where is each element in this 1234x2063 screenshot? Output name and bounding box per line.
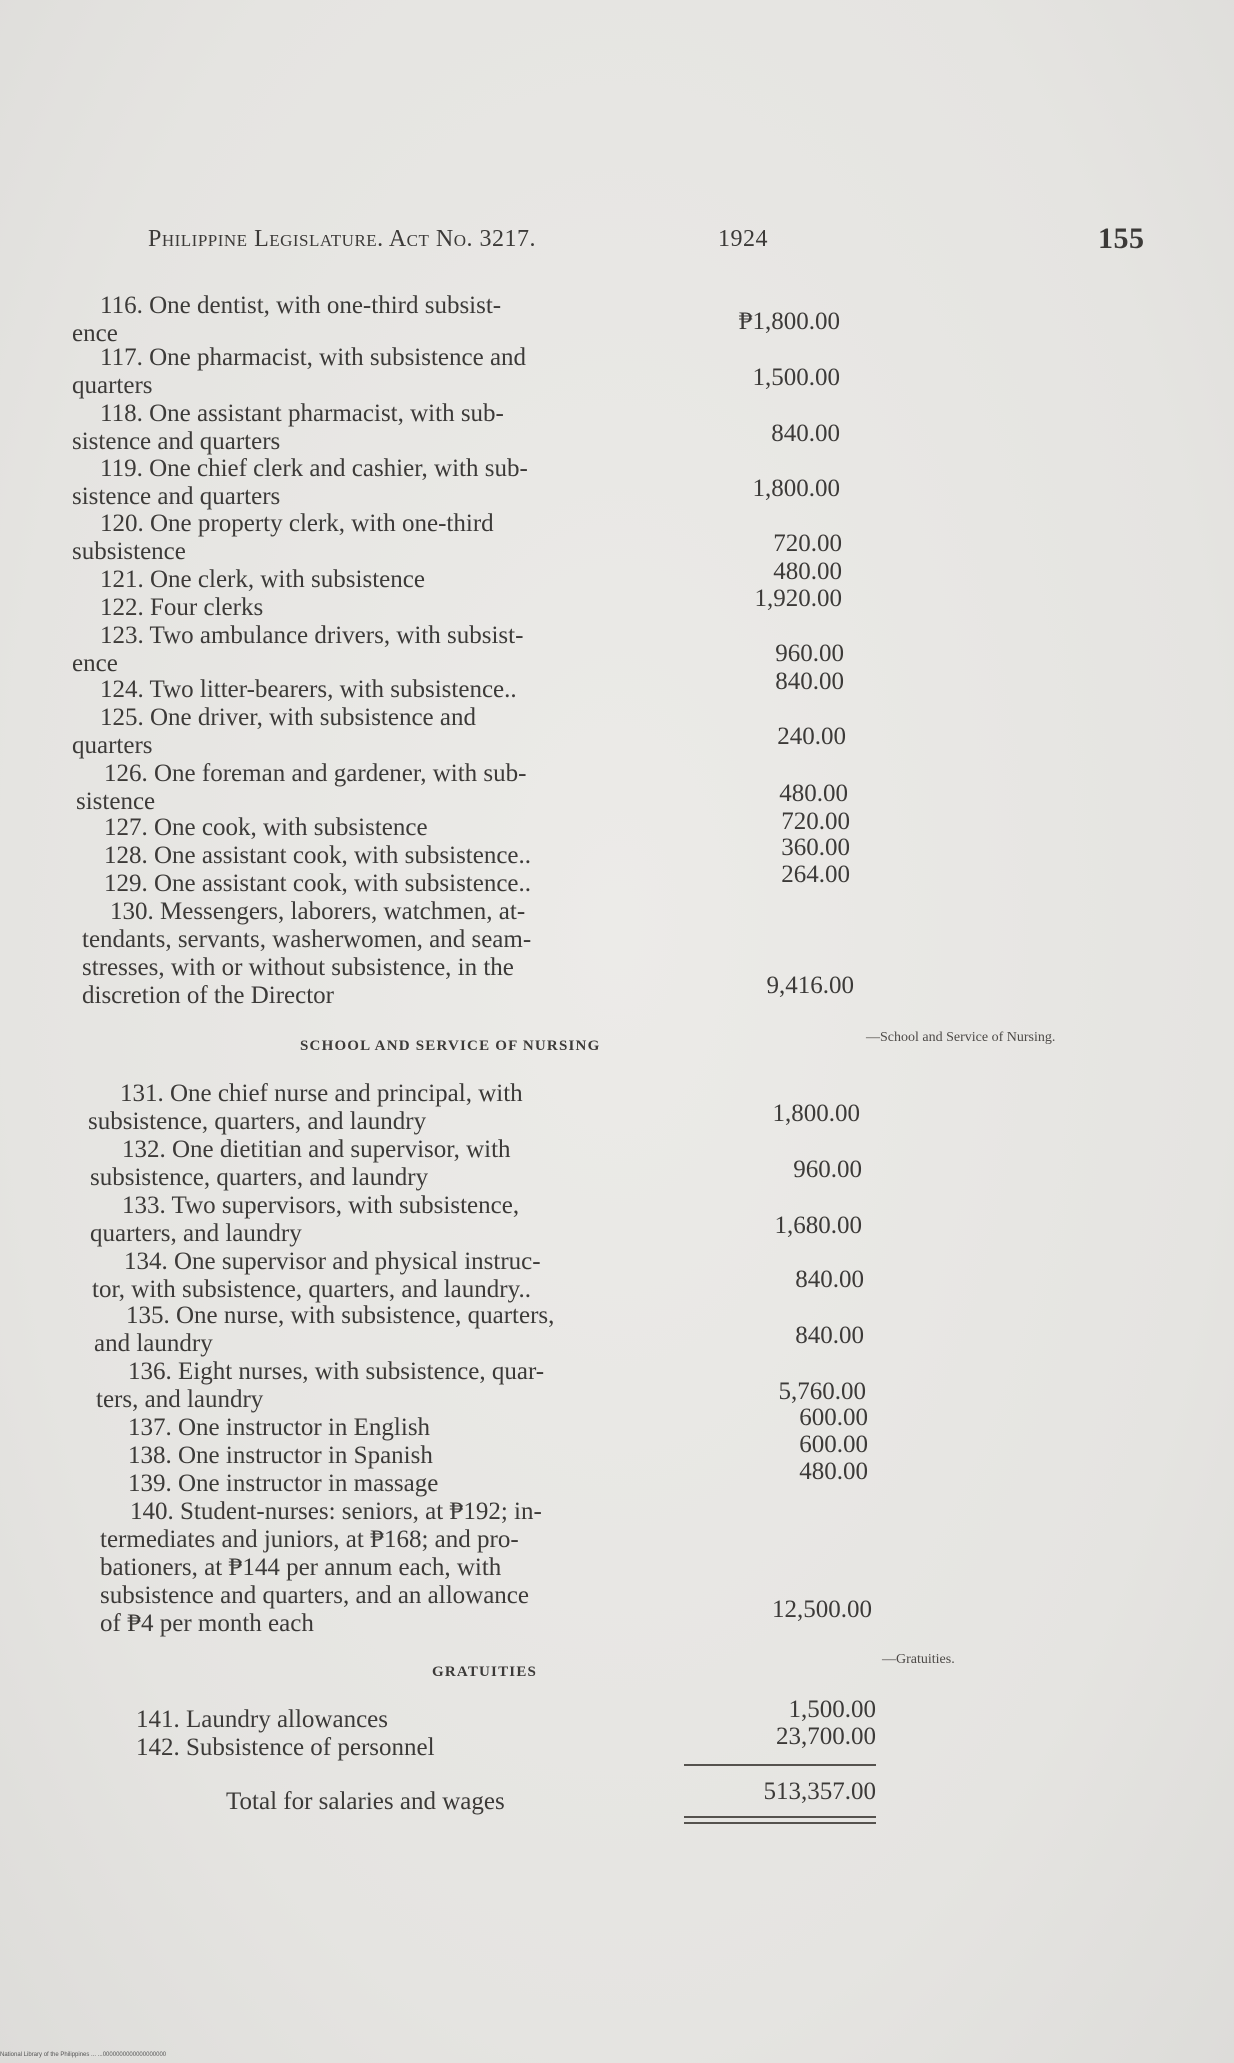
item-122-amount: 1,920.00	[754, 585, 842, 612]
item-136-amount: 5,760.00	[778, 1378, 866, 1405]
item-134	[92, 1248, 697, 1304]
item-136-text: 136. Eight nurses, with subsistence, quar- ters, and laundry	[96, 1358, 545, 1413]
item-120-amount: 720.00	[773, 530, 842, 557]
item-127-amount: 720.00	[781, 808, 850, 835]
item-124-amount: 840.00	[775, 668, 844, 695]
item-119-text: 119. One chief clerk and cashier, with sub- sistence and quarters	[72, 455, 528, 510]
item-129-text: 129. One assistant cook, with subsistence..	[104, 870, 532, 897]
item-133-amount: 1,680.00	[774, 1212, 862, 1239]
item-141-text: 141. Laundry allowances	[136, 1706, 389, 1733]
item-118-text: 118. One assistant pharmacist, with sub- sistence and quarters	[72, 400, 504, 455]
item-142-text: 142. Subsistence of personnel	[136, 1734, 435, 1761]
item-122-text: 122. Four clerks	[100, 594, 264, 621]
item-127-text: 127. One cook, with subsistence	[104, 814, 428, 841]
item-135-text: 135. One nurse, with subsistence, quarters, and laundry	[94, 1302, 555, 1357]
item-126	[76, 760, 671, 816]
item-137-amount: 600.00	[799, 1404, 868, 1431]
item-119-amount: 1,800.00	[752, 475, 840, 502]
item-128	[104, 842, 674, 870]
section-heading-gratuities: GRATUITIES	[432, 1664, 538, 1680]
item-129-amount: 264.00	[781, 861, 850, 888]
item-137-text: 137. One instructor in English	[128, 1414, 431, 1441]
item-140-text: 140. Student-nurses: seniors, at ₱192; in- termediates and juniors, at ₱168; and pro- bationers, at ₱144 per annum each, with subsistence and quarters, and an allowance of ₱4 per month each	[100, 1498, 542, 1637]
item-138-text: 138. One instructor in Spanish	[128, 1442, 433, 1469]
item-116-text: 116. One dentist, with one-third subsist- ence	[72, 292, 502, 347]
item-139-text: 139. One instructor in massage	[128, 1470, 439, 1497]
page-number: 155	[1098, 222, 1145, 255]
section-heading-nursing: SCHOOL AND SERVICE OF NURSING	[300, 1038, 601, 1054]
item-128-text: 128. One assistant cook, with subsistence..	[104, 842, 532, 869]
item-116-amount: ₱1,800.00	[738, 308, 840, 335]
item-130-text: 130. Messengers, laborers, watchmen, at- tendants, servants, washerwomen, and seam- stresses, with or without subsistence, in the discretion of the Director	[82, 898, 532, 1009]
item-126-amount: 480.00	[779, 780, 848, 807]
item-135-amount: 840.00	[795, 1322, 864, 1349]
item-120	[72, 510, 652, 566]
item-124-text: 124. Two litter-bearers, with subsistence..	[100, 676, 517, 703]
margin-note-gratuities: —Gratuities.	[882, 1652, 955, 1667]
item-118	[72, 400, 652, 456]
item-137	[128, 1414, 688, 1442]
item-128-amount: 360.00	[781, 834, 850, 861]
item-117-amount: 1,500.00	[752, 364, 840, 391]
scan-credit: National Library of the Philippines ... ...0000000000000000000	[0, 2052, 167, 2058]
item-133-text: 133. Two supervisors, with subsistence, quarters, and laundry	[90, 1192, 520, 1247]
item-126-text: 126. One foreman and gardener, with sub- sistence	[76, 760, 527, 815]
item-117	[72, 344, 652, 400]
item-117-text: 117. One pharmacist, with subsistence and quarters	[72, 344, 527, 399]
item-121-amount: 480.00	[773, 558, 842, 585]
item-132	[90, 1136, 690, 1192]
item-135	[94, 1302, 694, 1358]
item-131-amount: 1,800.00	[772, 1100, 860, 1127]
item-123-text: 123. Two ambulance drivers, with subsist- ence	[72, 622, 524, 677]
total-double-rule	[684, 1816, 876, 1824]
item-132-text: 132. One dietitian and supervisor, with subsistence, quarters, and laundry	[90, 1136, 511, 1191]
item-121-text: 121. One clerk, with subsistence	[100, 566, 425, 593]
item-119	[72, 455, 652, 511]
item-118-amount: 840.00	[771, 420, 840, 447]
running-head: Philippine Legislature. Act No. 3217.	[148, 226, 537, 252]
item-142	[136, 1734, 696, 1762]
item-121	[100, 566, 660, 594]
item-134-text: 134. One supervisor and physical instruc- tor, with subsistence, quarters, and laundry..	[92, 1248, 541, 1303]
margin-note-nursing: —School and Service of Nursing.	[866, 1030, 1056, 1045]
item-138	[128, 1442, 688, 1470]
item-125-text: 125. One driver, with subsistence and quarters	[72, 704, 477, 759]
item-138-amount: 600.00	[799, 1431, 868, 1458]
item-140-amount: 12,500.00	[772, 1596, 872, 1623]
item-132-amount: 960.00	[793, 1156, 862, 1183]
item-125	[72, 704, 667, 760]
total-label: Total for salaries and wages	[226, 1788, 505, 1815]
item-131-text: 131. One chief nurse and principal, with subsistence, quarters, and laundry	[88, 1080, 523, 1135]
item-129	[104, 870, 674, 898]
item-140	[100, 1498, 720, 1638]
item-120-text: 120. One property clerk, with one-third subsistence	[72, 510, 494, 565]
item-127	[104, 814, 674, 842]
item-141	[136, 1706, 696, 1734]
item-131	[88, 1080, 688, 1136]
item-139-amount: 480.00	[799, 1458, 868, 1485]
running-head-year: 1924	[718, 226, 768, 252]
item-116	[72, 292, 652, 348]
total-row	[226, 1788, 696, 1816]
item-139	[128, 1470, 688, 1498]
item-134-amount: 840.00	[795, 1266, 864, 1293]
item-141-amount: 1,500.00	[788, 1696, 876, 1723]
item-142-amount: 23,700.00	[776, 1723, 876, 1750]
item-133	[90, 1192, 690, 1248]
item-123	[72, 622, 662, 678]
total-amount: 513,357.00	[763, 1778, 876, 1805]
item-136	[96, 1358, 696, 1414]
item-124	[100, 676, 670, 704]
item-130-amount: 9,416.00	[766, 972, 854, 999]
item-122	[100, 594, 660, 622]
item-125-amount: 240.00	[777, 723, 846, 750]
item-130	[82, 898, 682, 1010]
total-rule	[684, 1764, 876, 1766]
item-123-amount: 960.00	[775, 640, 844, 667]
